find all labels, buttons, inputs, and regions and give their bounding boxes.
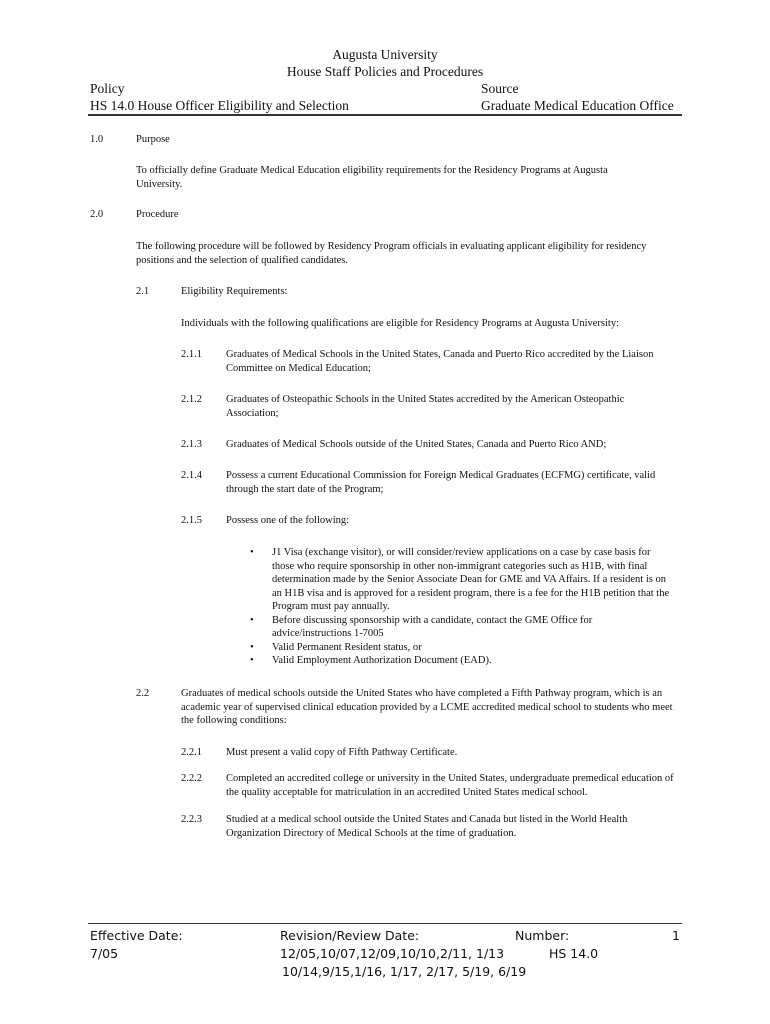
bullet-text: J1 Visa (exchange visitor), or will consider/review applications on a case by case basis for those who require sponsorship in other non-immigrant categories such as H1B, with final determination made by the Senior Associate Dean for GME and VA Affairs. If a resident is on an H1B visa and is approved for a resident program, there is a fee for the H1B petition that the Program must pay annually. [272,547,670,612]
doc-subtitle: House Staff Policies and Procedures [286,64,484,79]
subsection-title: Eligibility Requirements: [181,286,288,297]
eligibility-intro: Individuals with the following qualifications are eligible for Residency Programs at Augusta University: [181,318,619,329]
subsection-number: 2.2 [136,688,150,699]
number-value: HS 14.0 [549,946,599,961]
policy-title: HS 14.0 House Officer Eligibility and Selection [90,98,349,113]
bullet-icon: • [250,547,254,558]
footer-divider [88,923,682,924]
revision-dates-line1: 12/05,10/07,12/09,10/10,2/11, 1/13 [280,946,505,961]
bullet-icon: • [250,655,254,666]
effective-date-value: 7/05 [90,946,119,961]
list-item [250,546,672,614]
effective-date-label: Effective Date: [90,928,183,943]
item-number: 2.2.3 [181,814,202,825]
list-item [250,654,672,668]
section-number: 2.0 [90,209,104,220]
item-text: Studied at a medical school outside the United States and Canada but listed in the World Health Organization Directory of Medical Schools at the time of graduation. [226,814,628,839]
policy-label: Policy [90,81,125,96]
item-number: 2.2.1 [181,747,202,758]
revision-dates-line2: 10/14,9/15,1/16, 1/17, 2/17, 5/19, 6/19 [282,964,527,979]
item-text: Must present a valid copy of Fifth Pathway Certificate. [226,747,458,758]
source-label: Source [481,81,519,96]
item-text: Possess a current Educational Commission for Foreign Medical Graduates (ECFMG) certificate, valid through the start date of the Program; [226,470,656,495]
subsection-number: 2.1 [136,286,150,297]
purpose-text: To officially define Graduate Medical Education eligibility requirements for the Residency Programs at Augusta University. [136,165,608,190]
item-text: Possess one of the following: [226,515,350,526]
header-divider [88,114,682,116]
item-number: 2.1.2 [181,394,202,405]
fifth-pathway-text: Graduates of medical schools outside the United States who have completed a Fifth Pathway program, which is an academic year of supervised clinical education provided by a LCME accredited medical school to students who meet the following conditions: [181,688,673,726]
item-number: 2.1.1 [181,349,202,360]
item-text: Completed an accredited college or university in the United States, undergraduate premedical education of the quality acceptable for matriculation in an accredited United States medical school. [226,773,674,798]
list-item [250,614,672,641]
item-text: Graduates of Medical Schools outside of the United States, Canada and Puerto Rico AND; [226,439,607,450]
eligibility-bullet-list [250,546,672,668]
bullet-icon: • [250,614,254,626]
section-title: Purpose [136,134,170,145]
bullet-text: Valid Employment Authorization Document (EAD). [272,655,492,666]
bullet-text: Before discussing sponsorship with a candidate, contact the GME Office for advice/instructions 1-7005 [272,614,593,639]
org-name: Augusta University [332,47,438,62]
list-item [250,641,672,655]
revision-date-label: Revision/Review Date: [280,928,420,943]
page-number: 1 [672,928,680,943]
item-number: 2.1.4 [181,470,202,481]
item-number: 2.2.2 [181,773,202,784]
item-text: Graduates of Osteopathic Schools in the United States accredited by the American Osteopathic Association; [226,394,625,419]
section-title: Procedure [136,209,179,220]
source-value: Graduate Medical Education Office [481,98,674,113]
number-label: Number: [515,928,570,943]
item-text: Graduates of Medical Schools in the United States, Canada and Puerto Rico accredited by the Liaison Committee on Medical Education; [226,349,654,374]
bullet-text: Valid Permanent Resident status, or [272,641,422,653]
bullet-icon: • [250,641,254,653]
item-number: 2.1.5 [181,515,202,526]
section-number: 1.0 [90,134,104,145]
item-number: 2.1.3 [181,439,202,450]
procedure-text: The following procedure will be followed by Residency Program officials in evaluating applicant eligibility for residency positions and the selection of qualified candidates. [136,241,647,266]
